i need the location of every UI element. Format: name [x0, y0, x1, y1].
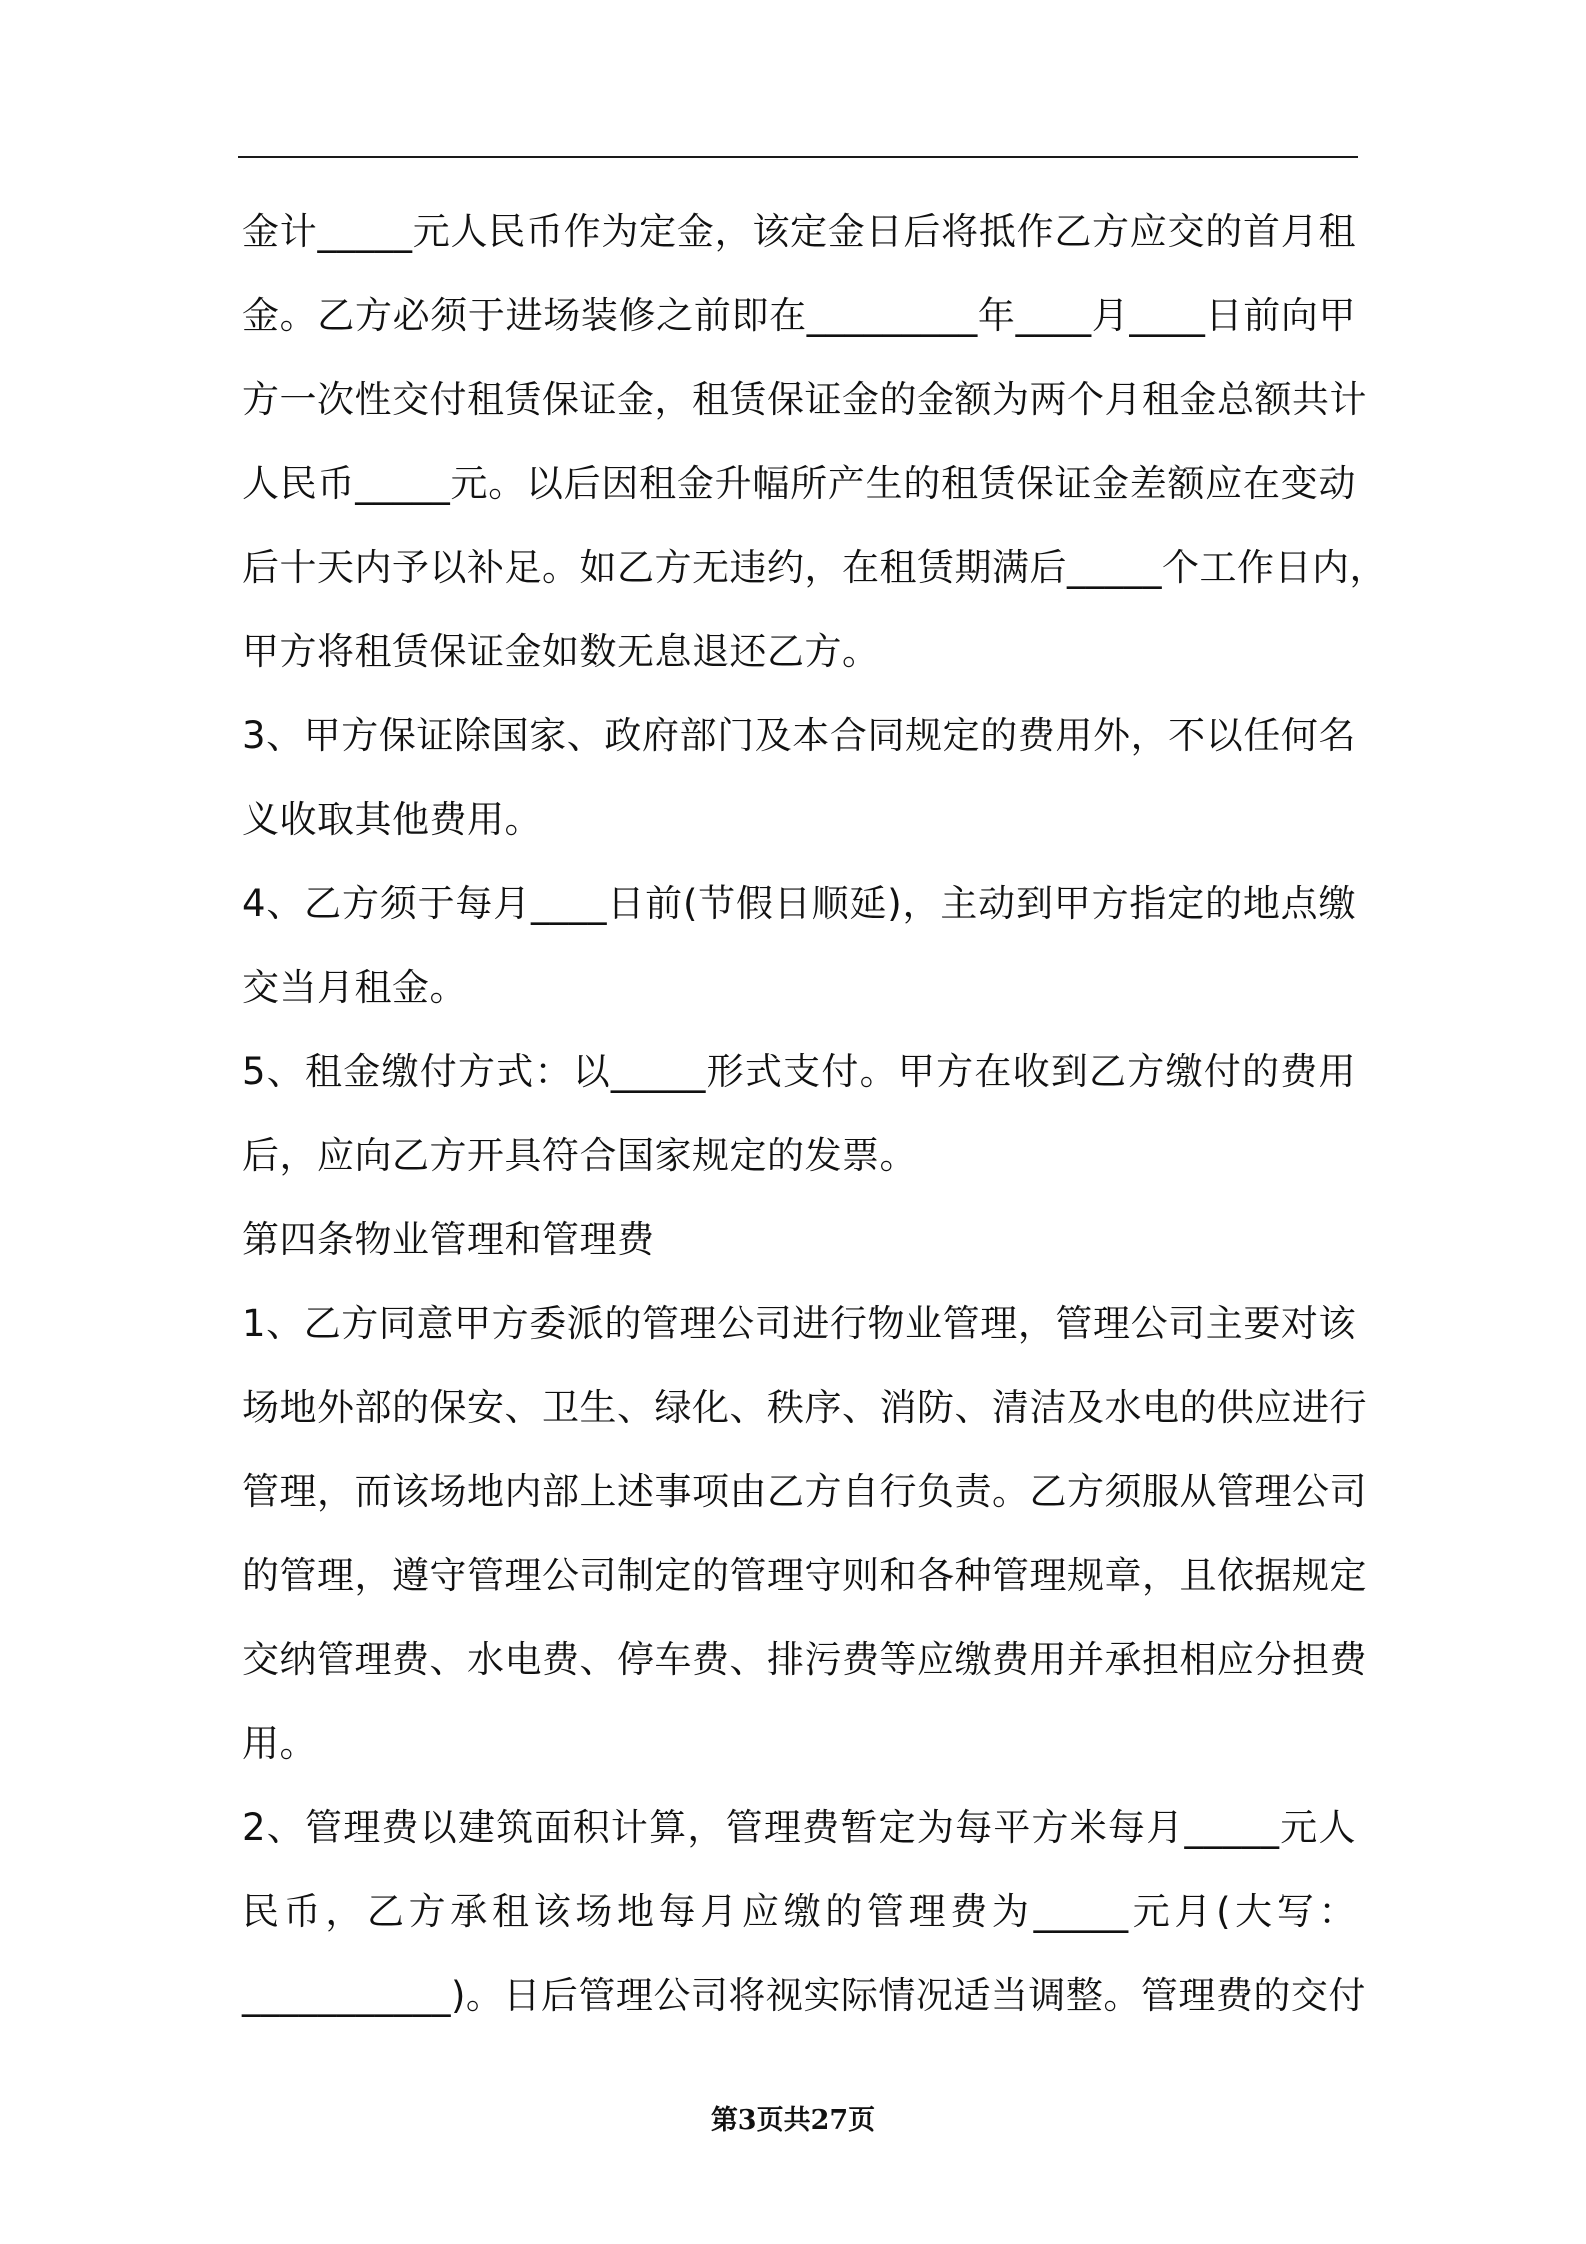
text-line: 后十天内予以补足。如乙方无违约，在租赁期满后_____个工作日内， [242, 546, 1387, 589]
text-line: 管理，而该场地内部上述事项由乙方自行负责。乙方须服从管理公司 [242, 1470, 1367, 1513]
text-line: 义收取其他费用。 [242, 798, 542, 841]
text-line: 民币，乙方承租该场地每月应缴的管理费为_____元月(大写： [242, 1890, 1356, 1933]
text-line: 金计_____元人民币作为定金，该定金日后将抵作乙方应交的首月租 [242, 210, 1356, 253]
text-line: 3、甲方保证除国家、政府部门及本合同规定的费用外，不以任何名 [242, 714, 1356, 757]
text-line: 4、乙方须于每月____日前(节假日顺延)，主动到甲方指定的地点缴 [242, 882, 1356, 925]
text-line: 用。 [242, 1722, 317, 1765]
text-line: 交当月租金。 [242, 966, 467, 1009]
text-line: 人民币_____元。以后因租金升幅所产生的租赁保证金差额应在变动 [242, 462, 1356, 505]
text-line: 甲方将租赁保证金如数无息退还乙方。 [242, 630, 880, 673]
document-body [242, 190, 1387, 2038]
text-line: 场地外部的保安、卫生、绿化、秩序、消防、清洁及水电的供应进行 [242, 1386, 1367, 1429]
section-heading: 第四条物业管理和管理费 [242, 1218, 655, 1261]
text-line: 金。乙方必须于进场装修之前即在_________年____月____日前向甲 [242, 294, 1356, 337]
text-line: 交纳管理费、水电费、停车费、排污费等应缴费用并承担相应分担费 [242, 1638, 1367, 1681]
page-number: 第3页共27页 [710, 2105, 876, 2136]
text-line: ___________)。日后管理公司将视实际情况适当调整。管理费的交付 [242, 1974, 1366, 2017]
text-line: 1、乙方同意甲方委派的管理公司进行物业管理，管理公司主要对该 [242, 1302, 1356, 1345]
text-line: 2、管理费以建筑面积计算，管理费暂定为每平方米每月_____元人 [242, 1806, 1356, 1849]
text-line: 后，应向乙方开具符合国家规定的发票。 [242, 1134, 917, 1177]
text-line: 的管理，遵守管理公司制定的管理守则和各种管理规章，且依据规定 [242, 1554, 1367, 1597]
text-line: 5、租金缴付方式：以_____形式支付。甲方在收到乙方缴付的费用 [242, 1050, 1356, 1093]
header-rule [238, 156, 1358, 158]
text-line: 方一次性交付租赁保证金，租赁保证金的金额为两个月租金总额共计 [242, 378, 1367, 421]
